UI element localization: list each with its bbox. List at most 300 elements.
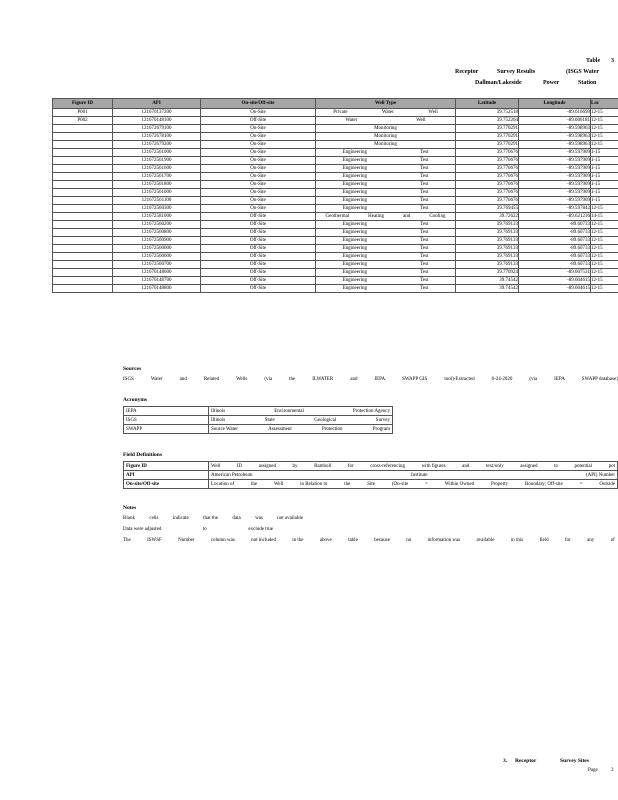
cell-api: 121672581000	[113, 213, 201, 221]
table-header-row	[53, 99, 618, 109]
cell-figure-id: P002	[53, 117, 113, 125]
cell-latitude: 39.72622	[456, 213, 519, 221]
well-type-word: Test	[420, 246, 429, 251]
cell-well-type	[316, 285, 456, 293]
table-row	[53, 189, 618, 197]
field-definition-row-word: and	[462, 463, 470, 469]
cell-latitude: 39.776676	[456, 181, 519, 189]
field-definition-row-value-text	[211, 464, 615, 469]
cell-figure-id	[53, 149, 113, 157]
field-definition-row-word: =	[579, 481, 583, 487]
well-type-word: Engineering	[342, 150, 367, 155]
table-row	[53, 221, 618, 229]
field-definition-row-value-text	[211, 473, 615, 478]
well-type-word: Test	[420, 270, 429, 275]
notes-word: data	[232, 516, 241, 521]
sources-word: and	[179, 377, 187, 382]
field-definition-row-key: On-site/Off-site	[124, 480, 209, 489]
field-definition-row-value	[209, 480, 618, 489]
cell-figure-id	[53, 277, 113, 285]
cell-latitude: 39.770924	[456, 269, 519, 277]
table-row	[53, 181, 618, 189]
cell-api: 121672679200	[113, 141, 201, 149]
cell-location: 1-15	[591, 181, 618, 189]
cell-location: 12-15	[591, 205, 618, 213]
well-type-text	[316, 117, 455, 124]
notes-line-3	[123, 538, 615, 543]
well-type-text	[316, 205, 455, 212]
well-type-text	[316, 165, 455, 172]
field-definition-row-word: Boundary; Off-site	[525, 481, 563, 487]
cell-api: 121672560000	[113, 245, 201, 253]
well-type-word: Cooling	[429, 214, 446, 219]
cell-longitude: -89.616699	[519, 109, 591, 117]
cell-latitude: 39.770291	[456, 125, 519, 133]
field-definition-row-word: Location of	[211, 481, 235, 487]
table-row	[53, 165, 618, 173]
cell-onsite: On-Site	[201, 165, 316, 173]
well-type-word: Test	[420, 158, 429, 163]
cell-onsite: On-Site	[201, 157, 316, 165]
acronyms-table	[123, 406, 393, 434]
sources-word: and	[350, 377, 358, 382]
field-definition-row-word: ID	[236, 463, 243, 469]
well-type-text	[316, 221, 455, 228]
cell-api: 121672560300	[113, 205, 201, 213]
well-type-word: Engineering	[342, 166, 367, 171]
cell-figure-id	[53, 285, 113, 293]
cell-figure-id	[53, 133, 113, 141]
acronym-row-word: Illinois	[211, 417, 226, 423]
field-definition-row-word: cross-referencing	[370, 463, 405, 469]
notes-word: field	[539, 538, 549, 543]
well-type-word: Engineering	[342, 238, 367, 243]
field-definition-row-word: the	[344, 481, 351, 487]
cell-latitude: 39.776676	[456, 149, 519, 157]
title-word-2: Survey Results	[497, 69, 536, 75]
cell-longitude: -89.597842	[519, 205, 591, 213]
acronym-row-word: Illinois	[211, 408, 226, 414]
well-type-text	[316, 181, 455, 188]
receptor-survey-table	[52, 98, 618, 293]
well-type-word: Engineering	[342, 262, 367, 267]
field-definition-row-word: American Petroleum	[211, 472, 253, 478]
well-type-word: Engineering	[342, 286, 367, 291]
well-type-word: Monitoring	[374, 134, 397, 139]
sources-text	[123, 377, 618, 382]
cell-location: 12-15	[591, 229, 618, 237]
cell-location: 1-15	[591, 157, 618, 165]
well-type-word: Test	[420, 230, 429, 235]
cell-longitude: -89.597909	[519, 181, 591, 189]
acronym-row-word: Protection Agency	[352, 408, 390, 414]
cell-onsite: On-Site	[201, 181, 316, 189]
field-definition-row-value-text	[211, 482, 615, 487]
cell-latitude: 39.752518	[456, 109, 519, 117]
cell-figure-id	[53, 141, 113, 149]
sources-word: ILWATER	[312, 377, 334, 382]
cell-figure-id	[53, 221, 113, 229]
field-definition-row-word: Well	[211, 463, 221, 469]
well-type-word: Test	[420, 286, 429, 291]
well-type-word: Engineering	[342, 198, 367, 203]
cell-longitude: -89.60733	[519, 229, 591, 237]
cell-onsite: On-Site	[201, 109, 316, 117]
acronym-row	[124, 425, 393, 434]
field-definition-row-word: assigned	[258, 463, 276, 469]
well-type-word: Private	[333, 110, 348, 115]
cell-figure-id: P001	[53, 109, 113, 117]
acronym-row-value	[209, 425, 393, 434]
cell-location: 1-15	[591, 165, 618, 173]
sources-word: ISGS	[123, 377, 134, 382]
notes-word: to	[202, 527, 207, 532]
footer-word-1: Receptor	[515, 758, 537, 764]
well-type-text	[316, 253, 455, 260]
notes-line-1	[123, 516, 303, 521]
cell-api: 121670148800	[113, 285, 201, 293]
field-definition-row-word: in Relation to	[300, 481, 328, 487]
cell-location: 12-15	[591, 109, 618, 117]
cell-onsite: Off-Site	[201, 253, 316, 261]
cell-well-type	[316, 205, 456, 213]
well-type-word: Engineering	[342, 182, 367, 187]
well-type-text	[316, 269, 455, 276]
table-word: Table	[586, 58, 601, 64]
well-type-text	[316, 157, 455, 164]
acronym-row-key: IEPA	[124, 407, 209, 416]
well-type-text	[316, 245, 455, 252]
table-number: 3	[611, 58, 614, 64]
field-definition-row-word: the	[251, 481, 258, 487]
cell-api: 121672561800	[113, 181, 201, 189]
table-row	[53, 197, 618, 205]
cell-api: 121672561000	[113, 189, 201, 197]
notes-word: available	[476, 538, 495, 543]
col-api: API	[113, 99, 201, 109]
field-definition-row-key: Figure ID	[124, 462, 209, 471]
cell-onsite: On-Site	[201, 173, 316, 181]
cell-location: 12-15	[591, 133, 618, 141]
well-type-text	[316, 261, 455, 268]
well-type-text	[316, 285, 455, 292]
notes-word: above	[319, 538, 332, 543]
cell-well-type	[316, 229, 456, 237]
field-definition-row-word: =	[425, 481, 428, 487]
acronym-row-value	[209, 407, 393, 416]
cell-well-type	[316, 165, 456, 173]
well-type-word: Test	[420, 190, 429, 195]
cell-latitude: 39.74542	[456, 285, 519, 293]
cell-longitude: -89.598963	[519, 133, 591, 141]
well-type-word: Test	[420, 150, 429, 155]
cell-longitude: -89.60733	[519, 253, 591, 261]
field-definition-row-word: text/only	[485, 463, 504, 469]
table-row	[53, 133, 618, 141]
cell-onsite: Off-Site	[201, 285, 316, 293]
cell-latitude: 39.769133	[456, 253, 519, 261]
sources-word: tool)-Extracted	[444, 377, 475, 382]
field-definitions-table	[123, 461, 618, 489]
field-definition-row-word: with figures	[421, 463, 446, 469]
notes-word: Data were adjusted	[123, 527, 162, 532]
notes-word: indicate	[172, 516, 189, 521]
cell-location: 12-15	[591, 117, 618, 125]
well-type-text	[316, 149, 455, 156]
cell-well-type	[316, 245, 456, 253]
footer-word-2: Survey Sites	[560, 758, 589, 764]
cell-longitude: -89.60733	[519, 245, 591, 253]
table-row	[53, 205, 618, 213]
acronym-row-key: ISGS	[124, 416, 209, 425]
cell-latitude: 39.776676	[456, 165, 519, 173]
cell-location: 12-15	[591, 261, 618, 269]
cell-location: 12-15	[591, 237, 618, 245]
cell-latitude: 39.776676	[456, 157, 519, 165]
well-type-word: Test	[420, 206, 429, 211]
cell-location: 12-15	[591, 285, 618, 293]
cell-location: 12-15	[591, 245, 618, 253]
notes-word: for	[564, 538, 571, 543]
well-type-word: Well	[428, 110, 438, 115]
well-type-text	[316, 213, 455, 220]
cell-figure-id	[53, 245, 113, 253]
table-row	[53, 277, 618, 285]
cell-well-type	[316, 109, 456, 117]
sources-word: IEPA	[374, 377, 386, 382]
cell-onsite: Off-Site	[201, 117, 316, 125]
acronym-row-word: Environmental	[274, 408, 304, 414]
cell-well-type	[316, 181, 456, 189]
cell-well-type	[316, 237, 456, 245]
acronym-row-word: Source Water	[211, 426, 238, 432]
well-type-word: Test	[420, 278, 429, 283]
cell-well-type	[316, 197, 456, 205]
notes-word: no	[406, 538, 412, 543]
cell-latitude: 39.74542	[456, 277, 519, 285]
title-word-3: (ISGS Water	[566, 69, 600, 75]
notes-title: Notes	[123, 505, 137, 511]
cell-longitude: -89.597909	[519, 197, 591, 205]
well-type-word: Engineering	[342, 230, 367, 235]
sources-word: (via	[529, 377, 538, 382]
cell-location: 12-15	[591, 141, 618, 149]
cell-figure-id	[53, 181, 113, 189]
well-type-text	[316, 141, 455, 148]
cell-onsite: Off-Site	[201, 277, 316, 285]
table-row	[53, 261, 618, 269]
notes-word: table	[348, 538, 358, 543]
cell-figure-id	[53, 189, 113, 197]
well-type-word: Heating	[368, 214, 384, 219]
well-type-word: Test	[420, 182, 429, 187]
sources-word: IEPA	[554, 377, 565, 382]
notes-word: of	[610, 538, 615, 543]
well-type-word: Engineering	[342, 270, 367, 275]
well-type-word: Test	[420, 262, 429, 267]
cell-latitude: 39.769133	[456, 237, 519, 245]
well-type-word: Test	[420, 166, 429, 171]
cell-api: 121672678100	[113, 133, 201, 141]
cell-figure-id	[53, 261, 113, 269]
table-row	[53, 125, 618, 133]
cell-latitude: 39.769455	[456, 205, 519, 213]
field-definition-row-word: (On-site	[391, 481, 409, 487]
cell-figure-id	[53, 213, 113, 221]
cell-well-type	[316, 141, 456, 149]
page-label: Page	[588, 768, 598, 773]
cell-api: 121672560900	[113, 237, 201, 245]
cell-longitude: -89.598963	[519, 141, 591, 149]
cell-well-type	[316, 117, 456, 125]
well-type-word: Engineering	[342, 174, 367, 179]
notes-line-2	[123, 527, 273, 532]
cell-longitude: -89.60733	[519, 261, 591, 269]
cell-longitude: -89.621236	[519, 213, 591, 221]
field-definition-row-word: Property	[490, 481, 509, 487]
well-type-word: and	[403, 214, 411, 219]
cell-well-type	[316, 253, 456, 261]
cell-longitude: -89.597909	[519, 189, 591, 197]
col-location: Loc	[591, 99, 618, 109]
acronym-row-word: Program	[372, 426, 390, 432]
field-definition-row-word: potential	[574, 463, 593, 469]
cell-latitude: 39.770291	[456, 141, 519, 149]
cell-api: 121672679100	[113, 125, 201, 133]
sources-word: Related	[203, 377, 220, 382]
table-row	[53, 109, 618, 117]
table-row	[53, 269, 618, 277]
cell-api: 121672560800	[113, 229, 201, 237]
cell-latitude: 39.770291	[456, 133, 519, 141]
field-definition-row-value	[209, 471, 618, 480]
cell-location: 12-15	[591, 269, 618, 277]
notes-word: because	[374, 538, 390, 543]
table-row	[53, 253, 618, 261]
cell-onsite: On-Site	[201, 205, 316, 213]
notes-word: The	[123, 538, 131, 543]
acronym-row-word: State	[264, 417, 275, 423]
field-definition-row-word: Well	[273, 481, 284, 487]
acronym-row-word: Protection	[321, 426, 343, 432]
cell-location: 1-15	[591, 173, 618, 181]
acronym-row-value-text	[211, 409, 390, 414]
col-longitude: Longitude	[519, 99, 591, 109]
cell-well-type	[316, 261, 456, 269]
sources-word: (via	[264, 377, 273, 382]
well-type-text	[316, 229, 455, 236]
cell-onsite: On-Site	[201, 189, 316, 197]
well-type-text	[316, 277, 455, 284]
cell-figure-id	[53, 165, 113, 173]
field-definition-row-word: Ramboll	[314, 463, 332, 469]
cell-location: 12-15	[591, 221, 618, 229]
cell-location: 12-15	[591, 253, 618, 261]
cell-latitude: 39.769133	[456, 229, 519, 237]
well-type-word: Test	[420, 198, 429, 203]
well-type-word: Test	[420, 254, 429, 259]
cell-longitude: -89.598963	[519, 125, 591, 133]
well-type-word: Monitoring	[374, 126, 397, 131]
well-type-word: Well	[416, 118, 426, 123]
cell-well-type	[316, 189, 456, 197]
title-word-1: Receptor	[455, 69, 479, 75]
field-definition-row-word: Institute	[411, 472, 428, 478]
cell-well-type	[316, 133, 456, 141]
cell-longitude: -89.604615	[519, 277, 591, 285]
cell-onsite: On-Site	[201, 133, 316, 141]
field-definition-row-word: for	[347, 463, 354, 469]
cell-longitude: -89.604615	[519, 285, 591, 293]
notes-word: column was	[210, 538, 235, 543]
cell-figure-id	[53, 157, 113, 165]
notes-word: in the	[292, 538, 304, 543]
sources-word: SWAPP GIS	[402, 377, 428, 382]
acronym-row-key: SWAPP	[124, 425, 209, 434]
sources-word: the	[289, 377, 296, 382]
field-definition-row-key: API	[124, 471, 209, 480]
cell-api: 121670148100	[113, 117, 201, 125]
well-type-text	[316, 125, 455, 132]
field-definitions-title: Field Definitions	[123, 452, 162, 458]
acronyms-title: Acronyms	[123, 397, 148, 403]
cell-longitude: -89.60733	[519, 221, 591, 229]
cell-onsite: On-Site	[201, 197, 316, 205]
acronym-row-value	[209, 416, 393, 425]
cell-location: 12-15	[591, 125, 618, 133]
cell-well-type	[316, 125, 456, 133]
cell-api: 121672561100	[113, 197, 201, 205]
cell-latitude: 39.769133	[456, 221, 519, 229]
cell-longitude: -89.607531	[519, 269, 591, 277]
well-type-word: Test	[420, 222, 429, 227]
cell-api: 121672561700	[113, 173, 201, 181]
sources-word: Water	[150, 377, 163, 382]
well-type-word: Engineering	[342, 222, 367, 227]
field-definition-row	[124, 462, 618, 471]
field-definition-row-word: pot	[608, 463, 615, 469]
cell-onsite: On-Site	[201, 149, 316, 157]
table-row	[53, 229, 618, 237]
field-definition-row-word: Site	[367, 481, 375, 487]
cell-longitude: -89.60733	[519, 237, 591, 245]
well-type-text	[316, 173, 455, 180]
well-type-word: Water	[345, 118, 358, 123]
cell-figure-id	[53, 229, 113, 237]
acronym-row-word: Survey	[375, 417, 390, 423]
well-type-word: Engineering	[342, 190, 367, 195]
page-number: 3	[611, 768, 614, 773]
cell-onsite: Off-Site	[201, 269, 316, 277]
cell-api: 121670148600	[113, 269, 201, 277]
well-type-text	[316, 237, 455, 244]
notes-word: Blank	[123, 516, 135, 521]
cell-api: 121672561600	[113, 165, 201, 173]
field-definition-row-word: by	[292, 463, 298, 469]
table-row	[53, 285, 618, 293]
cell-onsite: Off-Site	[201, 261, 316, 269]
cell-figure-id	[53, 253, 113, 261]
notes-word: Number	[178, 538, 195, 543]
cell-figure-id	[53, 173, 113, 181]
cell-well-type	[316, 149, 456, 157]
sources-title: Sources	[123, 366, 142, 372]
footer-number: 3.	[503, 758, 508, 764]
cell-longitude: -89.597909	[519, 157, 591, 165]
table-row	[53, 157, 618, 165]
cell-well-type	[316, 269, 456, 277]
cell-well-type	[316, 277, 456, 285]
